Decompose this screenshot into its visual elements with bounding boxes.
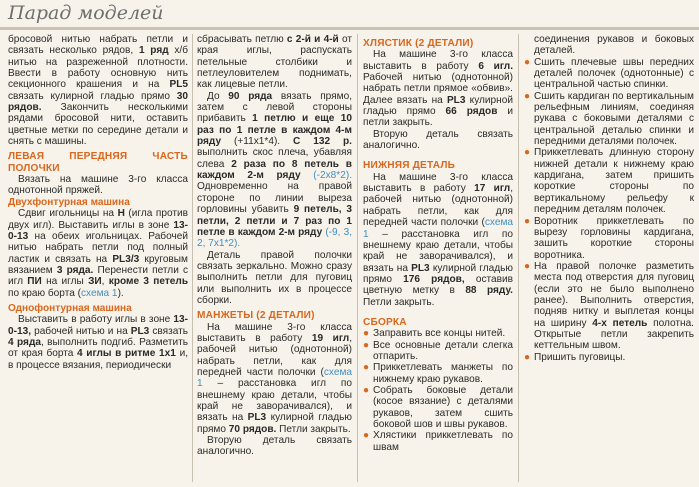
list-item: ● Приккетлевать манжеты по нижнему краю рукавов. [363,362,513,385]
column-divider [357,34,358,482]
list-item: ● Воротник приккетлевать по вырезу горловины кардигана, зашить короткие стороны воротника. [524,215,694,261]
heading-left-front: ЛЕВАЯ ПЕРЕДНЯЯ ЧАСТЬ ПОЛОЧКИ [8,151,188,174]
bullet-icon: ● [524,56,531,68]
header-divider [0,27,699,30]
heading-half-belt: ХЛЯСТИК (2 ДЕТАЛИ) [363,38,474,49]
assembly-list [363,328,513,453]
column-3 [363,38,513,453]
bullet-icon: ● [363,328,370,340]
column-2 [197,34,352,458]
list-item: ● Заправить все концы нитей. [363,328,506,340]
intro-paragraph: бросовой нитью набрать петли и связать несколько рядов, 1 ряд х/б нитью на разреженной плотности. Ввести в работу основную нить секционного крашения и на PL5 связать кулирной гладью прямо 30 рядов. Закончить несколькими рядами бросовой нити, оставить цветные метки по середине детали и снять с машины. [8,34,189,148]
bullet-icon: ● [524,90,531,102]
bullet-icon: ● [524,351,531,363]
list-item: ● Сшить плечевые швы передних деталей полочек (однотонные) с центральной частью спинки. [524,56,694,91]
column-divider [192,34,193,482]
paragraph: Сдвиг игольницы на Н (игла против двух игл). Выставить иглы в зоне 13-0-13 на обеих игольницах. Рабочей нитью набрать петли под полный ластик и связать на PL3/3 круговым вязанием 3 ряда. Перенести петли с игл ПИ на иглы ЗИ, кроме 3 петель по краю борта (схема 1). [8,208,189,299]
paragraph: Деталь правой полочки связать зеркально. Можно сразу выполнить петли для пуговиц или выполнить их в процессе сборки. [197,249,352,306]
paragraph: сбрасывать петлю с 2-й и 4-й от края иглы, распускать петельные столбики и петлеуловителем поднимать, как лицевые петли. [197,34,352,91]
paragraph: На машине 3-го класса выставить в работу 17 игл, рабочей нитью (однотонной) набрать петли, как для передней части полочки (схема 1 – расстановка игл по внешнему краю детали, чтобы край не заворачивался), и вязать на PL3 кулирной гладью прямо 176 рядов, оставив цветную метку в 88 ряду. Петли закрыть. [363,171,513,308]
list-item: ● Приккетлевать длинную сторону нижней детали к нижнему краю кардигана, затем пришить короткие стороны по вертикальному рельефу к передним деталям полочек. [524,147,694,216]
list-item: ● Собрать боковые детали (косое вязание) с деталями рукавов, затем сшить боковой шов и швы рукавов. [363,384,513,430]
paragraph: На машине 3-го класса выставить в работу 19 игл, рабочей нитью (однотонной) набрать петли, как для передней части полочки (схема 1 – расстановка игл по внешнему краю детали, чтобы край не заворачивался), и вязать на PL3 кулирной гладью прямо 70 рядов. Петли закрыть. [197,321,352,435]
bullet-icon: ● [363,362,370,374]
bullet-icon: ● [524,215,531,227]
bullet-icon: ● [363,430,370,442]
column-4 [524,34,694,363]
bullet-icon: ● [363,339,370,351]
bullet-icon: ● [363,384,370,396]
paragraph: Вязать на машине 3-го класса однотонной пряжей. [8,174,188,197]
list-item: ● Хлястики приккетлевать по швам [363,430,513,453]
column-divider [518,34,519,482]
paragraph: На машине 3-го класса выставить в работу 6 игл. Рабочей нитью (однотонной) набрать петли прямое «обвив». Далее вязать на PL3 кулирной гладью прямо 66 рядов и петли закрыть. [363,49,513,129]
heading-cuffs: МАНЖЕТЫ (2 ДЕТАЛИ) [197,310,315,322]
section-title: Парад моделей [8,2,164,24]
bullet-icon: ● [524,260,531,272]
list-item: ● Все основные детали слегка отпарить. [363,339,513,362]
paragraph: Вторую деталь связать аналогично. [363,128,513,152]
list-item: ● На правой полочке разметить места под отверстия для пуговиц (если это не было выполнено ранее). Выполнить отверстия, подняв нитку и выплетая концы на ширину 4-х петель полотна. Открытые петли закрепить кеттельным швом. [524,260,694,352]
bullet-icon: ● [524,147,531,159]
paragraph: До 90 ряда вязать прямо, затем с левой стороны прибавить 1 петлю и еще 10 раз по 1 петле в каждом 4-м ряду (+11х1*4). С 132 р. выполнить скос плеча, убавляя слева 2 раза по 8 петель в каждом 2-м ряду (-2х8*2). Одновременно на правой стороне по линии выреза горловины убавить 9 петель, 3 петли, 2 петли и 7 раз по 1 петле в каждом 2-м ряду (-9, 3, 2, 7х1*2). [197,90,352,250]
list-item: ● Пришить пуговицы. [524,351,626,363]
paragraph: соединения рукавов и боковых деталей. [534,34,694,57]
column-1 [8,34,188,371]
heading-assembly: СБОРКА [363,316,407,328]
paragraph: Выставить в работу иглы в зоне 13-0-13, рабочей нитью и на PL3 связать 4 ряда, выполнить подгиб. Разметить от края борта 4 иглы в ритме 1х1 и, в процессе вязания, периодически [8,314,189,371]
paragraph: Вторую деталь связать аналогично. [197,435,352,458]
assembly-list-continued [524,57,694,363]
subheading-double-bed: Двухфонтурная машина [8,196,130,208]
subheading-single-bed: Однофонтурная машина [8,302,132,314]
list-item: ● Сшить кардиган по вертикальным рельефным линиям, соединяя рукава с боковыми деталями с центральной деталью спинки и передними деталями полочек. [524,90,694,148]
heading-bottom-piece: НИЖНЯЯ ДЕТАЛЬ [363,160,456,172]
